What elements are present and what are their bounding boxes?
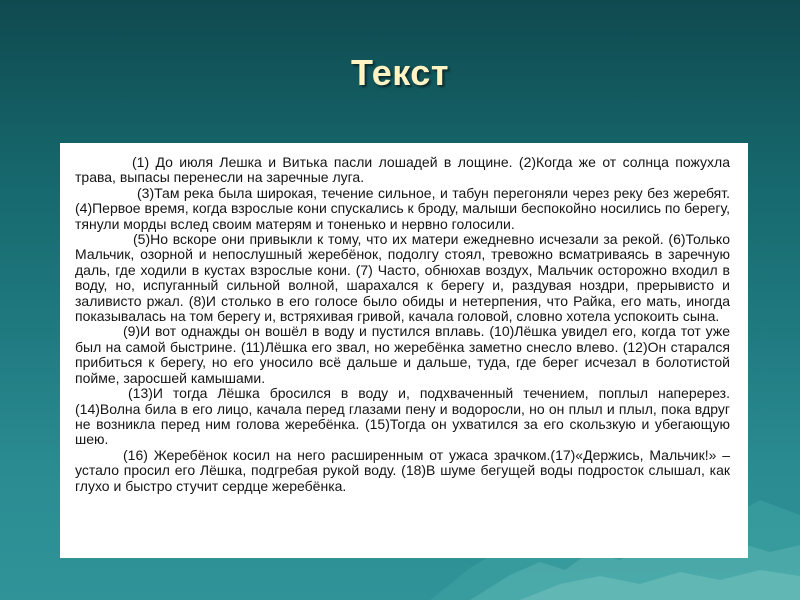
paragraph-6: (16) Жеребёнок косил на него расширенным от ужаса зрачком.(17)«Держись, Мальчик!» – устало просил его Лёшка, подгребая рукой воду. (18)В шуме бегущей воды подросток слышал, как глухо и быстро стучит сердце жеребёнка. (75, 446, 730, 494)
text-box (60, 143, 748, 558)
paragraph-5: (13)И тогда Лёшка бросился в воду и, подхваченный течением, поплыл наперерез. (14)Волна била в его лицо, качала перед глазами пену и водоросли, но он плыл и плыл, пока вдруг не возникла перед ним голова жеребёнка. (15)Тогда он ухватился за его скользкую и убегающую шею. (75, 385, 730, 448)
paragraph-2: (3)Там река была широкая, течение сильное, и табун перегоняли через реку без жеребят. (4)Первое время, когда взрослые кони спускались к броду, малыши беспокойно носились по берегу, тянули морды вслед своим матерям и тоненько и нервно голосили. (75, 184, 730, 232)
slide-title: Текст (351, 52, 449, 93)
paragraph-4: (9)И вот однажды он вошёл в воду и пустился вплавь. (10)Лёшка увидел его, когда тот уже был на самой быстрине. (11)Лёшка его звал, но жеребёнка заметно снесло влево. (12)Он старался прибиться к берегу, но его уносило всё дальше и дальше, туда, где берег исчезал в болотистой пойме, заросшей камышами. (75, 323, 730, 386)
paragraph-1: (1) До июля Лешка и Витька пасли лошадей в лощине. (2)Когда же от солнца пожухла трава, выпасы перенесли на заречные луга. (75, 154, 730, 186)
paragraph-3: (5)Но вскоре они привыкли к тому, что их матери ежедневно исчезали за рекой. (6)Только Мальчик, озорной и непослушный жеребёнок, подолгу стоял, тревожно всматриваясь в заречную даль, где ходили в кустах взрослые кони. (7) Часто, обнюхав воздух, Мальчик осторожно входил в воду, но, испуганный сильной волной, шарахался к берегу и, раздувая ноздри, прерывисто и заливисто ржал. (8)И столько в его голосе было обиды и нетерпения, что Райка, его мать, иногда показывалась на том берегу и, встряхивая гривой, качала головой, словно хотела успокоить сына. (75, 231, 730, 325)
